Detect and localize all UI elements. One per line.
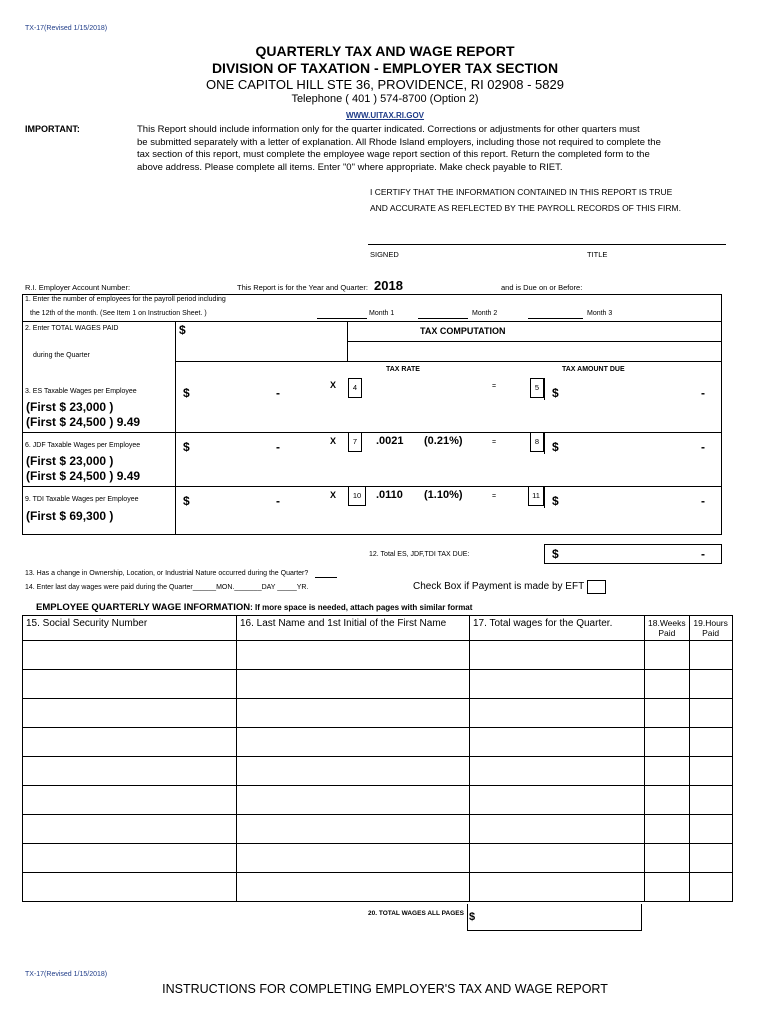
tdi-wage-base-note: (First $ 69,300 ) [26,509,114,523]
jdf-due-value[interactable]: - [701,440,705,454]
total-wages-cell[interactable] [470,641,645,670]
item1-line2: the 12th of the month. (See Item 1 on Instruction Sheet. ) [30,310,207,317]
jdf-equals: = [492,439,497,446]
important-text [137,124,737,174]
es-wage-dollar: $ [183,386,190,400]
weeks-paid-cell[interactable] [645,699,690,728]
ssn-cell[interactable] [23,670,237,699]
grid-line [175,361,722,362]
weeks-paid-cell[interactable] [645,844,690,873]
jdf-due-dollar: $ [552,440,559,454]
wage-info-heading-note: : If more space is needed, attach pages with similar format [250,603,473,612]
es-wage-value[interactable]: - [276,386,280,400]
item2-label: 2. Enter TOTAL WAGES PAID [25,325,119,332]
hours-paid-column-header: 19.Hours Paid [689,616,732,641]
year-value: 2018 [374,278,403,293]
wage-table-row [23,728,733,757]
total12-field[interactable] [544,544,722,564]
month3-field[interactable] [528,318,583,319]
name-column-header: 16. Last Name and 1st Initial of the First Name [237,616,470,641]
signature-line[interactable] [368,244,726,245]
wage-info-heading-text: EMPLOYEE QUARTERLY WAGE INFORMATION [36,602,251,613]
name-cell[interactable] [237,670,470,699]
important-line: be submitted separately with a letter of explanation. All Rhode Island employers, including those not required to complete the [137,136,661,148]
tdi-box-11: 11 [528,486,544,506]
grid-line [22,534,722,535]
es-box-5: 5 [530,378,544,398]
wage-table-row [23,815,733,844]
total20-bottom-border [467,930,642,931]
tdi-due-divider [544,486,545,508]
grid-line [347,341,722,342]
signed-label: SIGNED [370,250,399,259]
tdi-label: 9. TDI Taxable Wages per Employee [25,496,139,503]
name-cell[interactable] [237,844,470,873]
weeks-paid-cell[interactable] [645,815,690,844]
important-line: tax section of this report, must complete the employee wage report section of this report. Return the completed form to the [137,149,650,160]
total-wages-cell[interactable] [470,670,645,699]
tdi-rate[interactable]: .0110 [376,489,403,501]
es-due-dollar: $ [552,386,559,400]
es-multiply: X [330,380,337,390]
wage-table-row [23,844,733,873]
jdf-due-divider [544,432,545,454]
wage-table-row [23,757,733,786]
ssn-cell[interactable] [23,873,237,902]
instructions-title: INSTRUCTIONS FOR COMPLETING EMPLOYER'S TAX AND WAGE REPORT [162,982,608,996]
jdf-wage-base-note: (First $ 23,000 ) [26,454,114,468]
ssn-cell[interactable] [23,641,237,670]
item13-field[interactable] [315,577,337,578]
certify-line1: I CERTIFY THAT THE INFORMATION CONTAINED IN THIS REPORT IS TRUE [370,187,673,197]
grid-left-border [22,294,23,534]
name-cell[interactable] [237,815,470,844]
form-id-bottom: TX-17(Revised 1/15/2018) [25,971,108,978]
jdf-box-8: 8 [530,432,544,452]
item2-dollar: $ [179,323,186,337]
weeks-paid-cell[interactable] [645,786,690,815]
name-cell[interactable] [237,641,470,670]
phone: Telephone ( 401 ) 574-8700 (Option 2) [291,93,479,105]
eft-label: Check Box if Payment is made by EFT [413,581,585,592]
tdi-due-dollar: $ [552,494,559,508]
ssn-column-header: 15. Social Security Number [23,616,237,641]
tdi-wage-dollar: $ [183,494,190,508]
weeks-paid-cell[interactable] [645,670,690,699]
wage-table-body [23,641,733,902]
month2-field[interactable] [418,318,468,319]
wage-table-row [23,699,733,728]
year-quarter-label: This Report is for the Year and Quarter: [237,283,368,292]
name-cell[interactable] [237,699,470,728]
jdf-wage-dollar: $ [183,440,190,454]
grid-line [22,432,722,433]
address: ONE CAPITOL HILL STE 36, PROVIDENCE, RI 02908 - 5829 [206,77,564,92]
tdi-multiply: X [330,490,337,500]
name-cell[interactable] [237,873,470,902]
wage-table-header [23,616,733,641]
ssn-cell[interactable] [23,699,237,728]
wage-table-row [23,873,733,902]
tdi-box-10: 10 [348,486,366,506]
grid-line [22,321,722,322]
item2-sub: during the Quarter [33,352,90,359]
ssn-cell[interactable] [23,757,237,786]
name-cell[interactable] [237,728,470,757]
total-wages-cell[interactable] [470,815,645,844]
total-wages-cell[interactable] [470,844,645,873]
item13-label: 13. Has a change in Ownership, Location, or Industrial Nature occurred during the Quarter? [25,570,309,577]
name-cell[interactable] [237,786,470,815]
total20-right-border [641,904,642,931]
es-equals: = [492,383,497,390]
divider [22,294,722,295]
es-wage-base-note: (First $ 23,000 ) [26,400,114,414]
weeks-paid-column-header: 18.Weeks Paid [645,616,690,641]
ssn-cell[interactable] [23,786,237,815]
title-label: TITLE [587,250,608,259]
division-title: DIVISION OF TAXATION - EMPLOYER TAX SECTION [211,60,559,76]
total20-left-border [467,904,468,931]
name-cell[interactable] [237,757,470,786]
month2-label: Month 2 [472,310,498,317]
certify-line2: AND ACCURATE AS REFLECTED BY THE PAYROLL RECORDS OF THIS FIRM. [370,203,681,213]
ssn-cell[interactable] [23,728,237,757]
jdf-box-7: 7 [348,432,362,452]
weeks-paid-cell[interactable] [645,873,690,902]
important-label: IMPORTANT: [25,124,80,134]
weeks-paid-cell[interactable] [645,757,690,786]
hours-paid-cell[interactable] [689,844,732,873]
hours-paid-cell[interactable] [689,728,732,757]
total-wages-cell[interactable] [470,728,645,757]
hours-paid-cell[interactable] [689,699,732,728]
item14-label: 14. Enter last day wages were paid during the Quarter______MON._______DAY _____YR. [25,584,309,591]
important-line: This Report should include information only for the quarter indicated. Corrections or adjustments for other quarters must [137,124,640,135]
total12-value: - [701,547,705,561]
total-wages-cell[interactable] [470,699,645,728]
jdf-rate-pct: (0.21%) [424,435,463,447]
item1-line1: 1. Enter the number of employees for the payroll period including [25,296,226,303]
tdi-due-value[interactable]: - [701,494,705,508]
wage-table-row [23,641,733,670]
important-line: above address. Please complete all items. Enter "0" where appropriate. Make check payable to RIET. [137,161,563,173]
hours-paid-cell[interactable] [689,670,732,699]
form-id-top: TX-17(Revised 1/15/2018) [25,25,108,32]
employee-wage-table [22,615,733,902]
employer-account-label: R.I. Employer Account Number: [25,283,131,292]
hours-paid-cell[interactable] [689,641,732,670]
tdi-equals: = [492,493,497,500]
tax-amount-due-heading: TAX AMOUNT DUE [562,366,625,373]
month1-label: Month 1 [369,310,395,317]
tax-computation-heading: TAX COMPUTATION [420,326,506,336]
wage-table-row [23,786,733,815]
grid-right-border [721,294,722,534]
month3-label: Month 3 [587,310,613,317]
tdi-rate-pct: (1.10%) [424,489,463,501]
ssn-cell[interactable] [23,815,237,844]
total20-label: 20. TOTAL WAGES ALL PAGES [368,910,464,917]
wage-info-heading [36,602,472,613]
total12-dollar: $ [552,547,559,561]
es-due-divider [544,378,545,400]
total-wages-cell[interactable] [470,786,645,815]
month1-field[interactable] [317,318,367,319]
hours-paid-cell[interactable] [689,786,732,815]
total20-dollar: $ [469,911,476,923]
form-title: QUARTERLY TAX AND WAGE REPORT [255,43,515,59]
grid-col-divider [175,321,176,534]
website-link[interactable]: WWW.UITAX.RI.GOV [345,111,425,120]
weeks-paid-cell[interactable] [645,728,690,757]
ssn-cell[interactable] [23,844,237,873]
tax-rate-heading: TAX RATE [386,366,420,373]
es-due-value[interactable]: - [701,386,705,400]
jdf-wage-value[interactable]: - [276,440,280,454]
es-box-4: 4 [348,378,362,398]
hours-paid-cell[interactable] [689,873,732,902]
jdf-wage-base-note: (First $ 24,500 ) 9.49 [26,469,141,483]
es-label: 3. ES Taxable Wages per Employee [25,388,137,395]
hours-paid-cell[interactable] [689,757,732,786]
total-wages-column-header: 17. Total wages for the Quarter. [470,616,645,641]
total-wages-cell[interactable] [470,873,645,902]
weeks-paid-cell[interactable] [645,641,690,670]
due-date-label: and is Due on or Before: [501,283,583,292]
hours-paid-cell[interactable] [689,815,732,844]
total12-label: 12. Total ES, JDF,TDI TAX DUE: [369,551,470,558]
total-wages-cell[interactable] [470,757,645,786]
grid-line [22,486,722,487]
eft-checkbox[interactable] [587,580,606,594]
tdi-wage-value[interactable]: - [276,494,280,508]
es-wage-base-note: (First $ 24,500 ) 9.49 [26,415,141,429]
wage-table-row [23,670,733,699]
jdf-rate[interactable]: .0021 [376,435,404,447]
jdf-label: 6. JDF Taxable Wages per Employee [25,442,141,449]
jdf-multiply: X [330,436,337,446]
